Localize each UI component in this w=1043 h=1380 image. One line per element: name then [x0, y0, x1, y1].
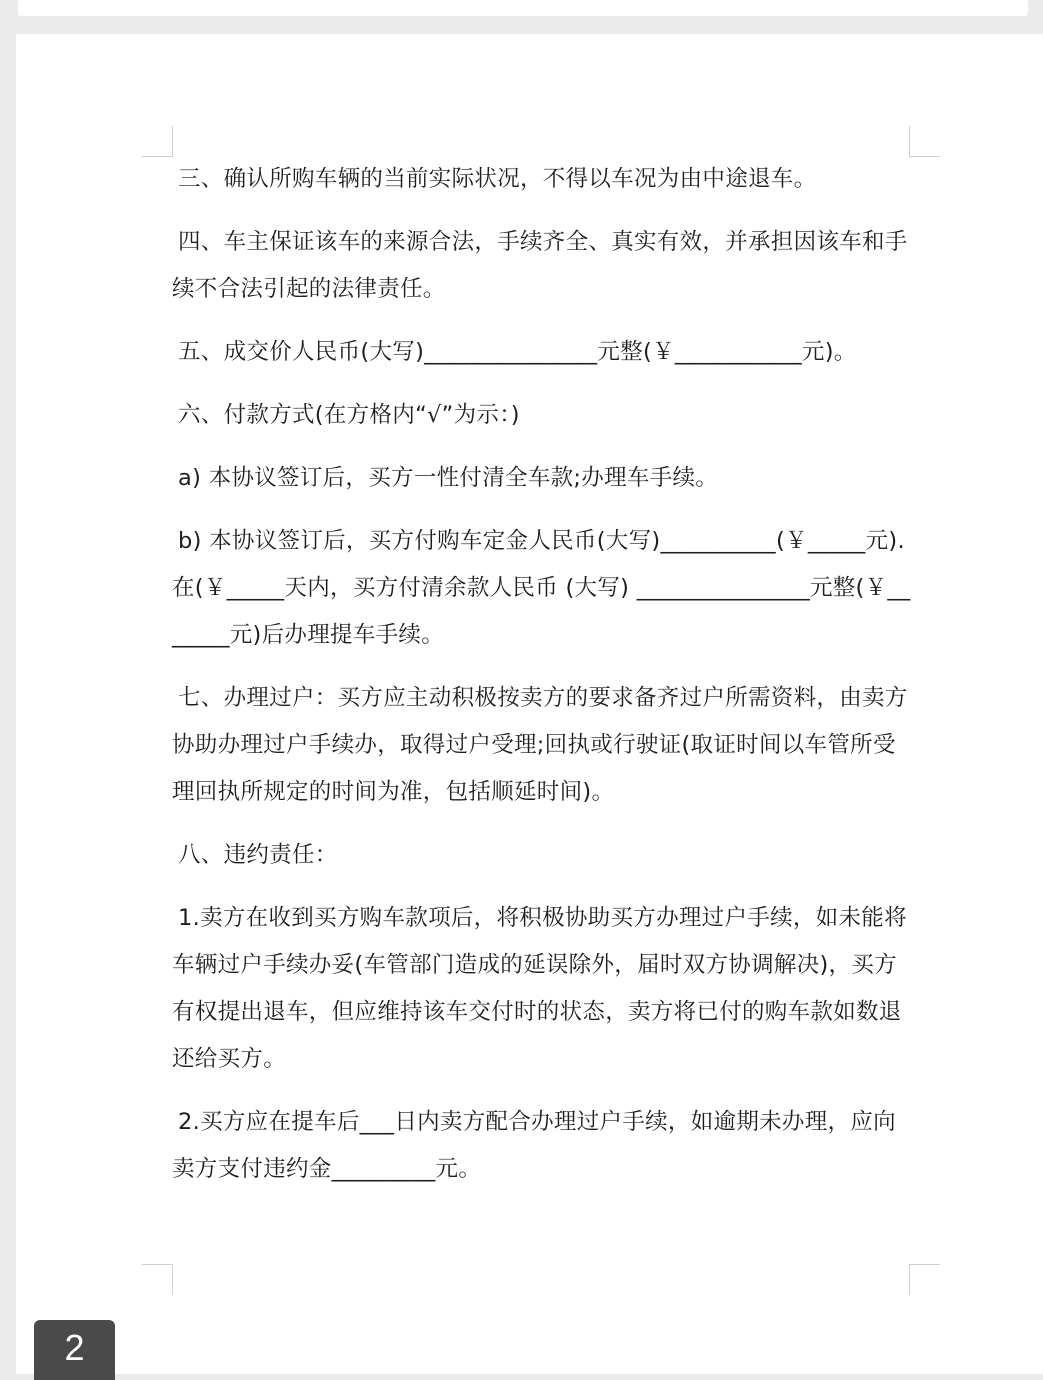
- document-body: [172, 156, 917, 1209]
- clause-5-price: 五、成交价人民币(大写)_______________元整(￥___________元)。: [178, 339, 857, 365]
- page-number-badge: 2: [34, 1320, 115, 1380]
- previous-page-edge: [18, 0, 1028, 16]
- crop-mark-top-right: [909, 126, 940, 157]
- clause-8-item-2: 2.买方应在提车后___日内卖方配合办理过户手续，如逾期未办理，应向卖方支付违约金_________元。: [172, 1109, 896, 1182]
- crop-mark-top-left: [142, 126, 173, 157]
- clause-7-transfer: 七、办理过户：买方应主动积极按卖方的要求备齐过户所需资料，由卖方协助办理过户手续办，取得过户受理;回执或行驶证(取证时间以车管所受理回执所规定的时间为准，包括顺延时间)。: [172, 685, 908, 805]
- crop-mark-bottom-right: [909, 1264, 940, 1295]
- clause-6-payment-method: 六、付款方式(在方格内“√”为示：): [178, 402, 520, 428]
- clause-3: 三、确认所购车辆的当前实际状况，不得以车况为由中途退车。: [178, 166, 817, 192]
- clause-6b: b) 本协议签订后，买方付购车定金人民币(大写)__________(￥_____元).在(￥_____天内，买方付清余款人民币 (大写) _______________元整(￥_______元)后办理提车手续。: [172, 528, 911, 648]
- clause-8-liability: 八、违约责任：: [178, 842, 338, 868]
- clause-8-item-1: 1.卖方在收到买方购车款项后，将积极协助买方办理过户手续，如未能将车辆过户手续办妥(车管部门造成的延误除外，届时双方协调解决)，买方有权提出退车，但应维持该车交付时的状态，卖方将已付的购车款如数退还给买方。: [172, 905, 907, 1072]
- crop-mark-bottom-left: [142, 1264, 173, 1295]
- clause-4: 四、车主保证该车的来源合法，手续齐全、真实有效，并承担因该车和手续不合法引起的法律责任。: [172, 229, 908, 302]
- clause-6a: a) 本协议签订后，买方一性付清全车款;办理车手续。: [178, 465, 719, 491]
